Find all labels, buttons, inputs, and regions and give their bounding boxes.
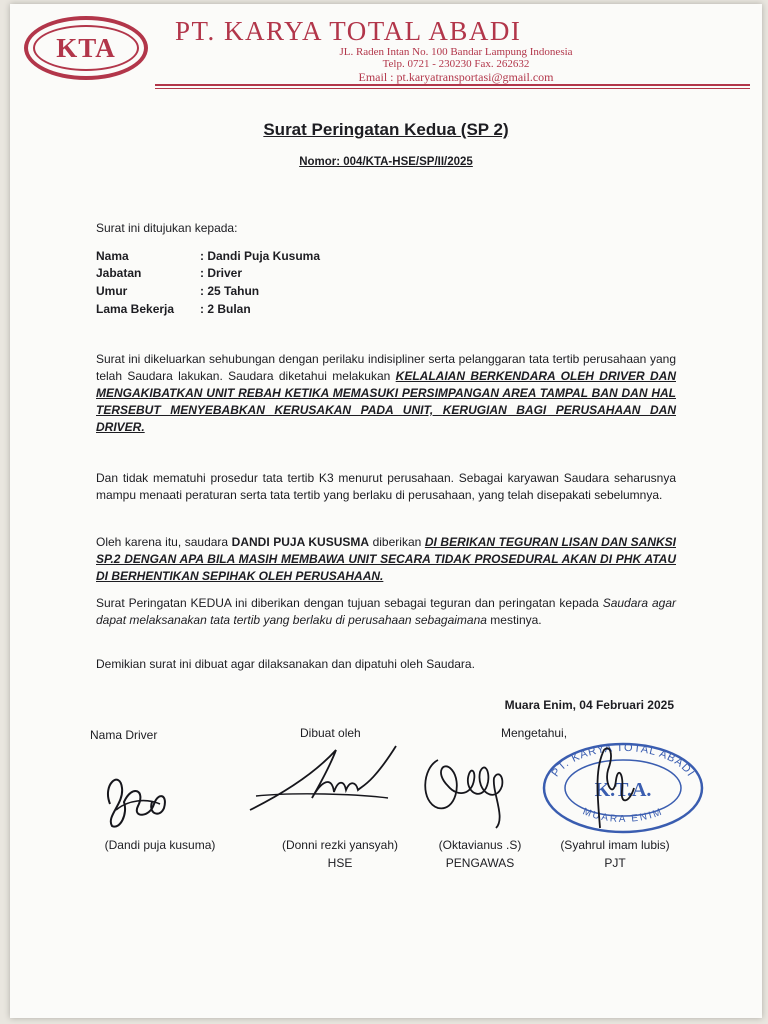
field-umur xyxy=(96,284,259,298)
field-value: : Driver xyxy=(200,266,243,280)
sig3-name: (Oktavianus .S) xyxy=(438,838,522,852)
sig3-role: PENGAWAS xyxy=(445,856,515,870)
company-phone: Telp. 0721 - 230230 Fax. 262632 xyxy=(382,58,530,70)
signature-driver xyxy=(98,764,178,834)
sig4-role: PJT xyxy=(604,856,626,870)
letterhead-divider xyxy=(155,84,750,86)
field-nama xyxy=(96,249,320,263)
paragraph-procedure: Dan tidak mematuhi prosedur tata tertib K3 menurut perusahaan. Sebagai karyawan Saudara seharusnya mampu menaati peraturan serta tata tertib yang berlaku di perusahaan, yang telah disepakati sebelumnya. xyxy=(96,471,676,502)
sig1-name: (Dandi puja kusuma) xyxy=(104,838,216,852)
signature-hse xyxy=(246,736,406,816)
company-stamp xyxy=(540,740,706,836)
place-date: Muara Enim, 04 Februari 2025 xyxy=(504,698,674,712)
field-value: : 25 Tahun xyxy=(200,284,260,298)
paragraph-closing: Demikian surat ini dibuat agar dilaksanakan dan dipatuhi oleh Saudara. xyxy=(96,657,475,671)
field-label: Nama xyxy=(96,249,129,263)
stamp-mid-text: K.T.A. xyxy=(594,779,652,801)
signature-pengawas xyxy=(418,742,518,832)
field-label: Jabatan xyxy=(96,266,142,280)
field-label: Lama Bekerja xyxy=(96,302,175,316)
field-lama-bekerja xyxy=(96,302,251,316)
letter-title: Surat Peringatan Kedua (SP 2) xyxy=(263,120,509,139)
employee-name-bold: DANDI PUJA KUSUSMA xyxy=(231,535,370,549)
field-value: : Dandi Puja Kusuma xyxy=(200,249,321,263)
paragraph-violation: Surat ini dikeluarkan sehubungan dengan perilaku indisipliner serta pelanggaran tata tertib perusahaan yang telah Saudara lakukan. Saudara diketahui melakukan KELALAIAN BERKENDARA OLEH DRIVER DAN MENGAKIBATKAN UNIT REBAH KETIKA MEMASUKI PERSIMPANGAN AREA TAMPAL BAN DAN HAL TERSEBUT MENYEBABKAN KERUSAKAN PADA UNIT, KERUGIAN BAGI PERUSAHAAN DAN DRIVER. xyxy=(96,352,676,434)
paragraph-purpose: Surat Peringatan KEDUA ini diberikan dengan tujuan sebagai teguran dan peringatan kepada Saudara agar dapat melaksanakan tata tertib yang berlaku di perusahaan sebagaimana mestinya. xyxy=(96,596,676,627)
company-name: PT. KARYA TOTAL ABADI xyxy=(175,16,522,46)
paragraph-sanction: Oleh karena itu, saudara DANDI PUJA KUSUSMA diberikan DI BERIKAN TEGURAN LISAN DAN SANKSI SP.2 DENGAN APA BILA MASIH MEMBAWA UNIT SECARA TIDAK PROSEDURAL AKAN DI PHK ATAU DI BERHENTIKAN SEPIHAK OLEH PERUSAHAAN. xyxy=(96,535,677,583)
company-address: JL. Raden Intan No. 100 Bandar Lampung Indonesia xyxy=(339,46,573,58)
sig2-name: (Donni rezki yansyah) xyxy=(281,838,399,852)
stamp-bottom-text: MUARA ENIM xyxy=(581,806,665,825)
field-value: : 2 Bulan xyxy=(200,302,251,316)
sig-head-driver: Nama Driver xyxy=(90,728,158,742)
sig-head-made: Dibuat oleh xyxy=(300,726,361,740)
sig4-name: (Syahrul imam lubis) xyxy=(560,838,670,852)
sig2-role: HSE xyxy=(327,856,353,870)
logo-text: KTA xyxy=(56,32,116,63)
letter-number: Nomor: 004/KTA-HSE/SP/II/2025 xyxy=(299,156,473,168)
letterhead xyxy=(10,4,762,104)
letter-page xyxy=(10,4,762,1018)
intro-text: Surat ini ditujukan kepada: xyxy=(96,221,238,235)
violation-emphasis: KELALAIAN BERKENDARA OLEH DRIVER DAN MENGAKIBATKAN UNIT REBAH KETIKA MEMASUKI PERSIMPANGAN AREA TAMPAL BAN DAN HAL TERSEBUT MENYEBABKAN KERUSAKAN PADA UNIT, KERUGIAN BAGI PERUSAHAAN DAN DRIVER. xyxy=(96,369,676,434)
field-jabatan xyxy=(96,266,242,280)
stamp-top-text: PT. KARYA TOTAL ABADI xyxy=(549,741,697,780)
company-email: Email : pt.karyatransportasi@gmail.com xyxy=(358,70,554,84)
letterhead-divider-thin xyxy=(155,88,750,89)
field-label: Umur xyxy=(96,284,128,298)
sig-head-known: Mengetahui, xyxy=(501,726,568,740)
sanction-emphasis: DI BERIKAN TEGURAN LISAN DAN SANKSI SP.2 DENGAN APA BILA MASIH MEMBAWA UNIT SECARA TIDAK PROSEDURAL AKAN DI PHK ATAU DI BERHENTIKAN SEPIHAK OLEH PERUSAHAAN. xyxy=(96,535,677,583)
